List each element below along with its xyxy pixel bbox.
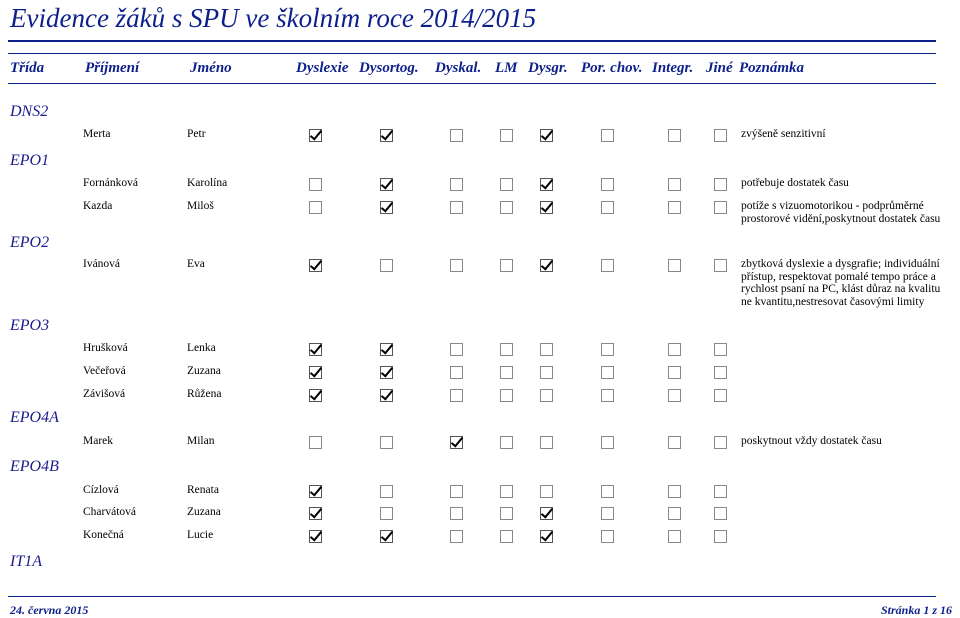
student-name: Karolína (187, 177, 228, 189)
footer-rule (8, 596, 936, 597)
checkbox-dyskal[interactable] (450, 530, 463, 543)
student-name: Zuzana (187, 365, 221, 377)
checkbox-jin[interactable] (714, 178, 727, 191)
footer-date: 24. června 2015 (10, 603, 89, 617)
checkbox-integr[interactable] (668, 343, 681, 356)
checkbox-jin[interactable] (714, 201, 727, 214)
checkbox-lm[interactable] (500, 389, 513, 402)
checkbox-dyskal[interactable] (450, 259, 463, 272)
header-dyslexie: Dyslexie (296, 60, 349, 76)
checkbox-lm[interactable] (500, 343, 513, 356)
header-prijmeni: Příjmení (85, 60, 140, 76)
checkbox-integr[interactable] (668, 507, 681, 520)
checkbox-jin[interactable] (714, 530, 727, 543)
checkbox-jin[interactable] (714, 259, 727, 272)
student-name: Lucie (187, 529, 214, 541)
checkbox-dysortog[interactable] (380, 485, 393, 498)
checkbox-por-chov[interactable] (601, 259, 614, 272)
checkbox-jin[interactable] (714, 436, 727, 449)
checkbox-dysortog[interactable] (380, 129, 393, 142)
checkbox-dysgr[interactable] (540, 201, 553, 214)
checkbox-dysortog[interactable] (380, 178, 393, 191)
checkbox-dyskal[interactable] (450, 436, 463, 449)
student-name: Renata (187, 484, 219, 496)
class-label: EPO4B (10, 458, 59, 475)
class-label: EPO2 (10, 234, 50, 251)
student-note: zvýšeně senzitivní (741, 128, 826, 140)
student-note: potřebuje dostatek času (741, 177, 849, 189)
checkbox-integr[interactable] (668, 178, 681, 191)
checkbox-dysortog[interactable] (380, 259, 393, 272)
checkbox-dysgr[interactable] (540, 343, 553, 356)
checkbox-dyskal[interactable] (450, 178, 463, 191)
checkbox-jin[interactable] (714, 507, 727, 520)
checkbox-por-chov[interactable] (601, 436, 614, 449)
checkbox-integr[interactable] (668, 201, 681, 214)
student-name: Eva (187, 258, 205, 270)
student-surname: Cízlová (83, 484, 119, 496)
checkbox-por-chov[interactable] (601, 366, 614, 379)
checkbox-dysgr[interactable] (540, 485, 553, 498)
student-name: Zuzana (187, 506, 221, 518)
student-name: Milan (187, 435, 215, 447)
checkbox-dysgr[interactable] (540, 436, 553, 449)
class-label: EPO1 (10, 152, 50, 169)
checkbox-dyskal[interactable] (450, 485, 463, 498)
checkbox-dysgr[interactable] (540, 178, 553, 191)
header-trida: Třída (10, 60, 45, 76)
student-surname: Kazda (83, 200, 113, 212)
checkbox-dyslexie[interactable] (309, 343, 322, 356)
checkbox-lm[interactable] (500, 178, 513, 191)
class-label: EPO3 (10, 317, 50, 334)
checkbox-jin[interactable] (714, 343, 727, 356)
student-name: Miloš (187, 200, 214, 212)
checkbox-dyslexie[interactable] (309, 178, 322, 191)
student-surname: Merta (83, 128, 111, 140)
checkbox-por-chov[interactable] (601, 201, 614, 214)
checkbox-dyslexie[interactable] (309, 389, 322, 402)
checkbox-dyskal[interactable] (450, 343, 463, 356)
checkbox-jin[interactable] (714, 366, 727, 379)
student-name: Petr (187, 128, 206, 140)
checkbox-dyskal[interactable] (450, 129, 463, 142)
checkbox-por-chov[interactable] (601, 530, 614, 543)
checkbox-por-chov[interactable] (601, 343, 614, 356)
page-title: Evidence žáků s SPU ve školním roce 2014/2015 (10, 3, 537, 33)
checkbox-dysgr[interactable] (540, 507, 553, 520)
checkbox-dysgr[interactable] (540, 389, 553, 402)
checkbox-integr[interactable] (668, 129, 681, 142)
checkbox-lm[interactable] (500, 201, 513, 214)
checkbox-jin[interactable] (714, 485, 727, 498)
checkbox-dyskal[interactable] (450, 389, 463, 402)
checkbox-dysortog[interactable] (380, 507, 393, 520)
checkbox-lm[interactable] (500, 507, 513, 520)
header-bottom-rule (8, 83, 936, 84)
checkbox-dyskal[interactable] (450, 366, 463, 379)
checkbox-por-chov[interactable] (601, 485, 614, 498)
student-note: potíže s vizuomotorikou - podprůměrné prostorové vidění,poskytnout dostatek času (741, 200, 941, 225)
header-dyskal: Dyskal. (435, 60, 482, 76)
checkbox-por-chov[interactable] (601, 389, 614, 402)
class-label: IT1A (10, 553, 42, 570)
checkbox-integr[interactable] (668, 259, 681, 272)
checkbox-integr[interactable] (668, 436, 681, 449)
checkbox-lm[interactable] (500, 485, 513, 498)
title-rule (8, 40, 936, 42)
student-surname: Marek (83, 435, 114, 447)
checkbox-lm[interactable] (500, 259, 513, 272)
checkbox-por-chov[interactable] (601, 178, 614, 191)
student-surname: Hrušková (83, 342, 128, 354)
checkbox-dyslexie[interactable] (309, 530, 322, 543)
checkbox-integr[interactable] (668, 389, 681, 402)
checkbox-dyslexie[interactable] (309, 507, 322, 520)
checkbox-lm[interactable] (500, 530, 513, 543)
checkbox-dyskal[interactable] (450, 201, 463, 214)
header-lm: LM (495, 60, 518, 76)
checkbox-dysortog[interactable] (380, 343, 393, 356)
checkbox-dysgr[interactable] (540, 259, 553, 272)
checkbox-lm[interactable] (500, 129, 513, 142)
checkbox-dysortog[interactable] (380, 436, 393, 449)
checkbox-jin[interactable] (714, 389, 727, 402)
checkbox-dyslexie[interactable] (309, 201, 322, 214)
class-label: EPO4A (10, 409, 59, 426)
checkbox-dysortog[interactable] (380, 389, 393, 402)
header-top-rule (8, 53, 936, 54)
student-name: Růžena (187, 388, 222, 400)
checkbox-lm[interactable] (500, 366, 513, 379)
header-por-chov: Por. chov. (581, 60, 643, 76)
checkbox-dyslexie[interactable] (309, 129, 322, 142)
checkbox-dysortog[interactable] (380, 366, 393, 379)
checkbox-integr[interactable] (668, 485, 681, 498)
checkbox-dysortog[interactable] (380, 530, 393, 543)
checkbox-dyslexie[interactable] (309, 436, 322, 449)
checkbox-dysgr[interactable] (540, 129, 553, 142)
footer-page: Stránka 1 z 16 (880, 603, 952, 617)
header-poznamka: Poznámka (739, 60, 805, 76)
checkbox-dysortog[interactable] (380, 201, 393, 214)
checkbox-dysgr[interactable] (540, 366, 553, 379)
student-surname: Večeřová (83, 365, 126, 377)
checkbox-por-chov[interactable] (601, 507, 614, 520)
class-label: DNS2 (10, 103, 49, 120)
student-name: Lenka (187, 342, 216, 354)
checkbox-por-chov[interactable] (601, 129, 614, 142)
checkbox-dyskal[interactable] (450, 507, 463, 520)
checkbox-dyslexie[interactable] (309, 366, 322, 379)
header-dysortog: Dysortog. (359, 60, 419, 76)
checkbox-dysgr[interactable] (540, 530, 553, 543)
student-surname: Charvátová (83, 506, 137, 518)
header-jmeno: Jméno (190, 60, 232, 76)
student-surname: Ivánová (83, 258, 121, 270)
header-dysgr: Dysgr. (528, 60, 568, 76)
checkbox-jin[interactable] (714, 129, 727, 142)
checkbox-lm[interactable] (500, 436, 513, 449)
student-note: poskytnout vždy dostatek času (741, 435, 882, 447)
checkbox-integr[interactable] (668, 366, 681, 379)
checkbox-integr[interactable] (668, 530, 681, 543)
checkbox-dyslexie[interactable] (309, 485, 322, 498)
student-surname: Konečná (83, 529, 124, 541)
student-note: zbytková dyslexie a dysgrafie; individuální přístup, respektovat pomalé tempo práce a rychlost psaní na PC, klást důraz na kvalitu ne kvantitu,nestresovat časovými limity (741, 258, 941, 308)
student-surname: Fornánková (83, 177, 138, 189)
checkbox-dyslexie[interactable] (309, 259, 322, 272)
header-jine: Jiné (706, 60, 733, 76)
student-surname: Závišová (83, 388, 126, 400)
header-integr: Integr. (652, 60, 694, 76)
